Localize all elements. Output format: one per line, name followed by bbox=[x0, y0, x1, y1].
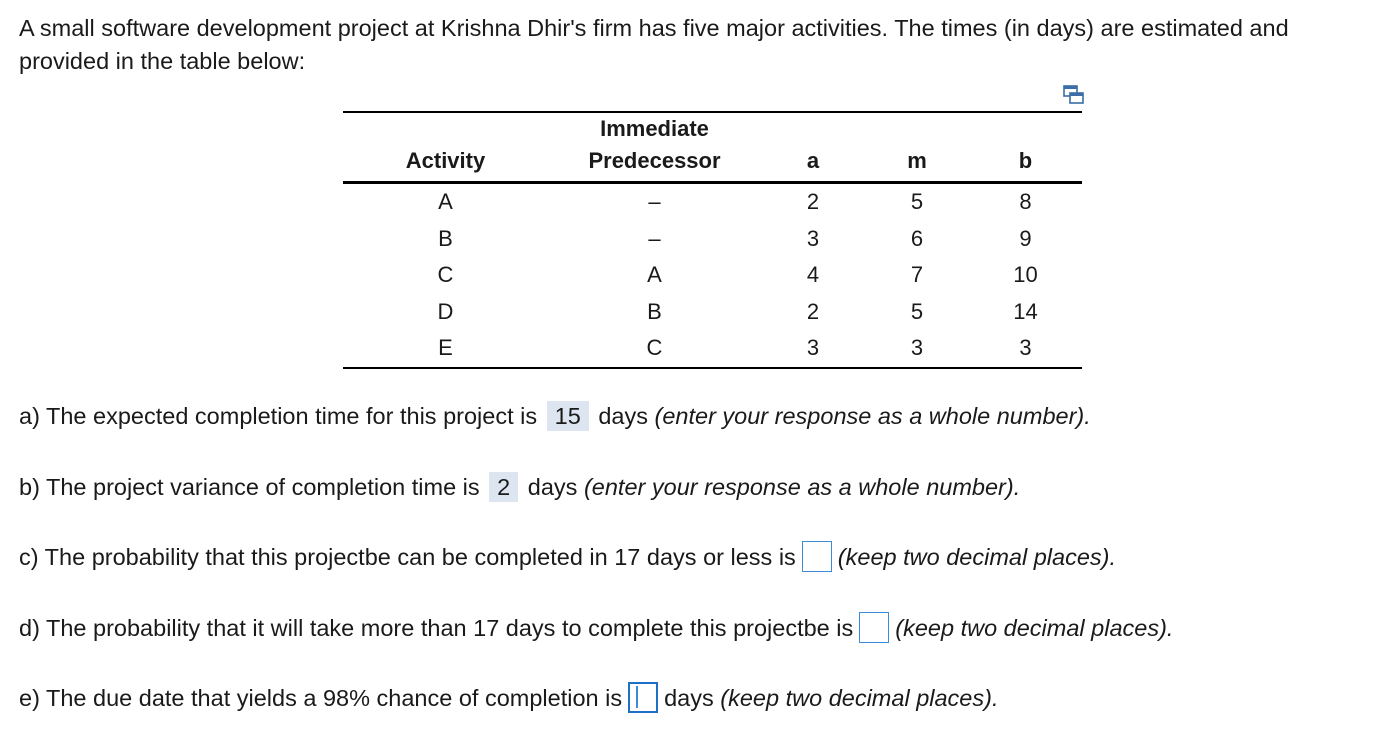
question-d-prefix: d) The probability that it will take more than 17 days to complete this projectbe is bbox=[19, 615, 854, 641]
cell-a: 4 bbox=[806, 262, 820, 288]
question-e-prefix: e) The due date that yields a 98% chance of completion is bbox=[19, 685, 623, 711]
question-a-suffix: days bbox=[598, 403, 648, 429]
table-row bbox=[343, 330, 1082, 368]
cell-activity: C bbox=[437, 262, 454, 288]
cell-b: 14 bbox=[1013, 298, 1038, 324]
cell-activity: B bbox=[438, 225, 453, 251]
cell-predecessor: A bbox=[647, 262, 662, 288]
question-b bbox=[19, 472, 1020, 502]
question-a bbox=[19, 401, 1091, 431]
cell-predecessor: B bbox=[647, 298, 662, 324]
question-d-note: (keep two decimal places). bbox=[895, 615, 1174, 641]
table-row bbox=[343, 294, 1082, 331]
question-a-note: (enter your response as a whole number). bbox=[654, 403, 1091, 429]
cell-a: 3 bbox=[806, 225, 820, 251]
cell-m: 5 bbox=[910, 298, 924, 324]
question-b-suffix: days bbox=[527, 474, 578, 500]
table-row bbox=[343, 257, 1082, 294]
answer-e-input[interactable] bbox=[628, 682, 658, 713]
cell-b: 9 bbox=[1019, 225, 1032, 251]
problem-intro: A small software development project at Krishna Dhir's firm has five major activities. The times (in days) are estimated and provided in the table below: bbox=[19, 15, 1289, 74]
cell-a: 2 bbox=[806, 189, 820, 215]
cell-predecessor: C bbox=[548, 330, 761, 368]
header-predecessor bbox=[548, 112, 761, 183]
cell-a: 3 bbox=[761, 330, 865, 368]
question-e-note: (keep two decimal places). bbox=[720, 685, 999, 711]
cell-b: 8 bbox=[1019, 189, 1032, 215]
cell-b: 10 bbox=[1013, 262, 1038, 288]
question-a-prefix: a) The expected completion time for this project is bbox=[19, 403, 538, 429]
question-d bbox=[19, 613, 1173, 643]
question-c-prefix: c) The probability that this projectbe can be completed in 17 days or less is bbox=[19, 544, 796, 570]
question-c bbox=[19, 542, 1116, 572]
question-b-prefix: b) The project variance of completion time is bbox=[19, 474, 480, 500]
header-activity: Activity bbox=[405, 148, 486, 173]
copy-table-icon[interactable] bbox=[1063, 85, 1085, 105]
activity-table bbox=[343, 111, 1082, 369]
cell-activity: E bbox=[343, 330, 548, 368]
table-header-row bbox=[343, 112, 1082, 183]
header-a: a bbox=[806, 148, 820, 173]
cell-activity: D bbox=[437, 298, 454, 324]
answer-d-input[interactable] bbox=[859, 612, 889, 643]
cell-a: 2 bbox=[806, 298, 820, 324]
header-predecessor-line2: Predecessor bbox=[588, 148, 721, 173]
header-b: b bbox=[1018, 148, 1033, 173]
header-m: m bbox=[907, 148, 927, 173]
answer-a-field[interactable]: 15 bbox=[547, 401, 589, 431]
cell-m: 5 bbox=[910, 189, 924, 215]
answer-c-input[interactable] bbox=[802, 541, 832, 572]
question-e-suffix: days bbox=[664, 685, 714, 711]
cell-predecessor: – bbox=[648, 189, 661, 215]
table-row bbox=[343, 221, 1082, 258]
cell-m: 6 bbox=[910, 225, 924, 251]
question-c-note: (keep two decimal places). bbox=[837, 544, 1116, 570]
cell-m: 3 bbox=[865, 330, 969, 368]
cell-b: 3 bbox=[969, 330, 1082, 368]
question-b-note: (enter your response as a whole number). bbox=[583, 474, 1021, 500]
question-e bbox=[19, 683, 998, 713]
cell-m: 7 bbox=[910, 262, 924, 288]
cell-activity: A bbox=[438, 189, 453, 215]
cell-predecessor: – bbox=[648, 225, 661, 251]
header-predecessor-line1: Immediate bbox=[600, 116, 709, 141]
answer-b-field[interactable]: 2 bbox=[489, 472, 518, 502]
table-row bbox=[343, 183, 1082, 221]
